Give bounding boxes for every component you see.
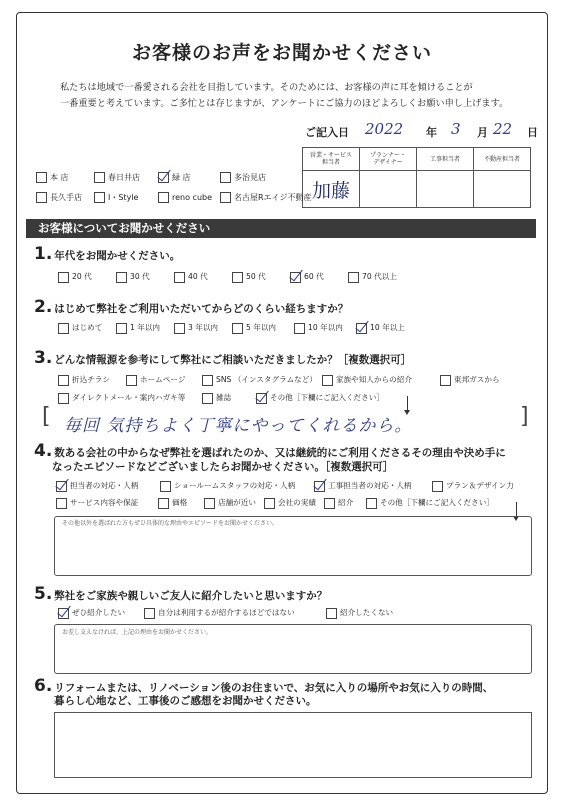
q2-option[interactable]: 1 年以内 (116, 322, 160, 334)
bracket-right: ] (520, 404, 529, 429)
checkbox-icon[interactable] (36, 192, 47, 203)
staff-header-realestate: 不動産担当者 (474, 148, 531, 171)
checkbox-icon[interactable] (202, 393, 213, 404)
checkbox-icon[interactable] (94, 192, 105, 203)
checkbox-icon[interactable] (174, 272, 185, 283)
staff-construction-value[interactable] (417, 171, 474, 208)
checkbox-icon[interactable] (366, 498, 377, 509)
q1-option[interactable]: 30 代 (116, 271, 150, 283)
bracket-left: [ (42, 404, 51, 429)
q4-option[interactable]: プラン＆デザイン力 (432, 480, 514, 492)
q4-option[interactable]: ショールームスタッフの対応・人柄 (160, 480, 295, 492)
checkbox-icon[interactable] (94, 172, 105, 183)
checkbox-icon[interactable] (158, 498, 169, 509)
checkbox-checked-icon[interactable] (158, 172, 169, 183)
date-day-unit: 日 (527, 126, 538, 139)
date-month-unit: 月 (477, 126, 488, 139)
q1-option[interactable]: 40 代 (174, 271, 208, 283)
q3-option[interactable]: ホームページ (126, 374, 185, 386)
question-4-line-2: なったエピソードなどございましたらお聞かせください。［複数選択可］ (52, 461, 394, 473)
intro-line-1: 私たちは地域で一番愛される会社を目指しています。そのためには、お客様の声に耳を傾けることが (60, 82, 473, 93)
checkbox-icon[interactable] (220, 172, 231, 183)
checkbox-icon[interactable] (116, 272, 127, 283)
checkbox-checked-icon[interactable] (314, 481, 325, 492)
question-6-line-1: 6. リフォームまたは、リノベーション後のお住まいで、お気に入りの場所やお気に入りの時間、 (34, 676, 494, 696)
question-6-line-2: 暮らし心地など、工事後のご感想をお聞かせください。 (54, 695, 317, 707)
shop-option[interactable]: 長久手店 (36, 192, 82, 203)
staff-sales-value[interactable]: 加藤 (303, 171, 360, 208)
checkbox-icon[interactable] (232, 323, 243, 334)
q1-option[interactable]: 20 代 (58, 271, 92, 283)
q4-option[interactable]: 店舗が近い (204, 497, 256, 509)
q3-option[interactable]: ダイレクトメール・案内ハガキ等 (58, 392, 185, 404)
q3-option[interactable]: 東邦ガスから (440, 374, 500, 386)
checkbox-icon[interactable] (56, 498, 67, 509)
checkbox-icon[interactable] (432, 481, 443, 492)
checkbox-icon[interactable] (348, 272, 359, 283)
shop-option[interactable]: reno cube (158, 192, 212, 203)
question-3: 3. どんな情報源を参考にして弊社にご相談いただきましたか？［複数選択可］ (34, 348, 412, 368)
q2-option[interactable]: はじめて (58, 322, 102, 334)
checkbox-icon[interactable] (158, 192, 169, 203)
q4-option[interactable]: 担当者の対応・人柄 (56, 480, 138, 492)
checkbox-checked-icon[interactable] (58, 608, 69, 619)
q4-option[interactable]: その他［下欄にご記入ください］ (366, 497, 494, 509)
section-header: お客様についてお聞かせください (26, 219, 536, 238)
intro-line-2: 一番重要と考えています。ご多忙とは存じますが、アンケートにご協力のほどよろしくお願い申し上げます。 (60, 98, 509, 109)
q4-option[interactable]: 紹介 (324, 497, 353, 509)
q5-option[interactable]: 自分は利用するが紹介するほどではない (144, 607, 295, 619)
checkbox-icon[interactable] (322, 375, 333, 386)
checkbox-icon[interactable] (326, 608, 337, 619)
q4-option[interactable]: 会社の実績 (264, 497, 316, 509)
date-month-value[interactable]: 3 (451, 120, 461, 138)
checkbox-icon[interactable] (58, 375, 69, 386)
q2-option[interactable]: 3 年以内 (174, 322, 218, 334)
staff-header-construction: 工事担当者 (417, 148, 474, 171)
checkbox-icon[interactable] (324, 498, 335, 509)
q2-option[interactable]: 10 年以内 (294, 322, 343, 334)
q3-handwritten-answer[interactable]: 毎回 気持ちよく丁寧にやってくれるから。 (64, 416, 413, 436)
staff-header-planner: プランナー・ デザイナー (360, 148, 417, 171)
q4-option[interactable]: サービス内容や保証 (56, 497, 138, 509)
checkbox-icon[interactable] (160, 481, 171, 492)
question-1: 1. 年代をお聞かせください。 (34, 244, 181, 264)
checkbox-icon[interactable] (440, 375, 451, 386)
shop-option[interactable]: 名古屋Rエイジ不動産 (220, 192, 312, 203)
question-2: 2. はじめて弊社をご利用いただいてからどのくらい経ちますか？ (34, 297, 349, 317)
question-5: 5. 弊社をご家族や親しいご友人に紹介したいと思いますか？ (34, 584, 328, 604)
checkbox-icon[interactable] (126, 375, 137, 386)
q4-option[interactable]: 工事担当者の対応・人柄 (314, 480, 412, 492)
q4-note: その他以外を選ばれた方もぜひ具体的な理由やエピソードをお聞かせください。 (62, 520, 279, 527)
checkbox-checked-icon[interactable] (290, 272, 301, 283)
checkbox-icon[interactable] (202, 375, 213, 386)
checkbox-icon[interactable] (144, 608, 155, 619)
checkbox-checked-icon[interactable] (356, 323, 367, 334)
checkbox-icon[interactable] (174, 323, 185, 334)
q5-option[interactable]: 紹介したくない (326, 607, 393, 619)
q3-option[interactable]: その他［下欄にご記入ください］ (256, 392, 384, 404)
checkbox-checked-icon[interactable] (256, 393, 267, 404)
checkbox-icon[interactable] (58, 323, 69, 334)
staff-realestate-value[interactable] (474, 171, 531, 208)
checkbox-icon[interactable] (58, 272, 69, 283)
checkbox-icon[interactable] (220, 192, 231, 203)
q5-note: お差し支えなければ、上記の理由をお聞かせください。 (62, 629, 213, 636)
checkbox-icon[interactable] (36, 172, 47, 183)
q3-option[interactable]: 家族や知人からの紹介 (322, 374, 412, 386)
staff-table (302, 147, 531, 208)
date-year-value[interactable]: 2022 (365, 120, 404, 138)
date-year-unit: 年 (426, 126, 437, 139)
q2-option[interactable]: 5 年以内 (232, 322, 276, 334)
q4-option[interactable]: 価格 (158, 497, 187, 509)
checkbox-icon[interactable] (294, 323, 305, 334)
q3-option[interactable]: 雑誌 (202, 392, 231, 404)
checkbox-icon[interactable] (58, 393, 69, 404)
q3-option[interactable]: SNS （インスタグラムなど） (202, 374, 317, 386)
shop-option[interactable]: 緑 店 (158, 172, 191, 183)
checkbox-icon[interactable] (204, 498, 215, 509)
shop-option[interactable]: 多治見店 (220, 172, 266, 183)
shop-option[interactable]: 本 店 (36, 172, 69, 183)
shop-option[interactable]: 春日井店 (94, 172, 140, 183)
arrow-down-icon (407, 396, 408, 412)
checkbox-icon[interactable] (264, 498, 275, 509)
q5-option[interactable]: ぜひ紹介したい (58, 607, 125, 619)
checkbox-checked-icon[interactable] (56, 481, 67, 492)
q1-option[interactable]: 70 代以上 (348, 271, 397, 283)
staff-header-sales: 営業・サービス 担当者 (303, 148, 360, 171)
form-title: お客様のお声をお聞かせください (131, 42, 432, 64)
question-4-line-1: 4. 数ある会社の中からなぜ弊社を選ばれたのか、又は継続的にご利用くださるその理由や決め手に (34, 441, 506, 461)
q6-comment-box[interactable] (54, 712, 532, 778)
staff-planner-value[interactable] (360, 171, 417, 208)
shop-option[interactable]: I・Style (94, 192, 138, 203)
checkbox-icon[interactable] (116, 323, 127, 334)
q1-option[interactable]: 50 代 (232, 271, 266, 283)
q1-option[interactable]: 60 代 (290, 271, 324, 283)
date-label: ご記入日 (305, 126, 349, 139)
checkbox-icon[interactable] (232, 272, 243, 283)
q3-option[interactable]: 折込チラシ (58, 374, 110, 386)
date-day-value[interactable]: 22 (493, 120, 513, 138)
q2-option[interactable]: 10 年以上 (356, 322, 405, 334)
